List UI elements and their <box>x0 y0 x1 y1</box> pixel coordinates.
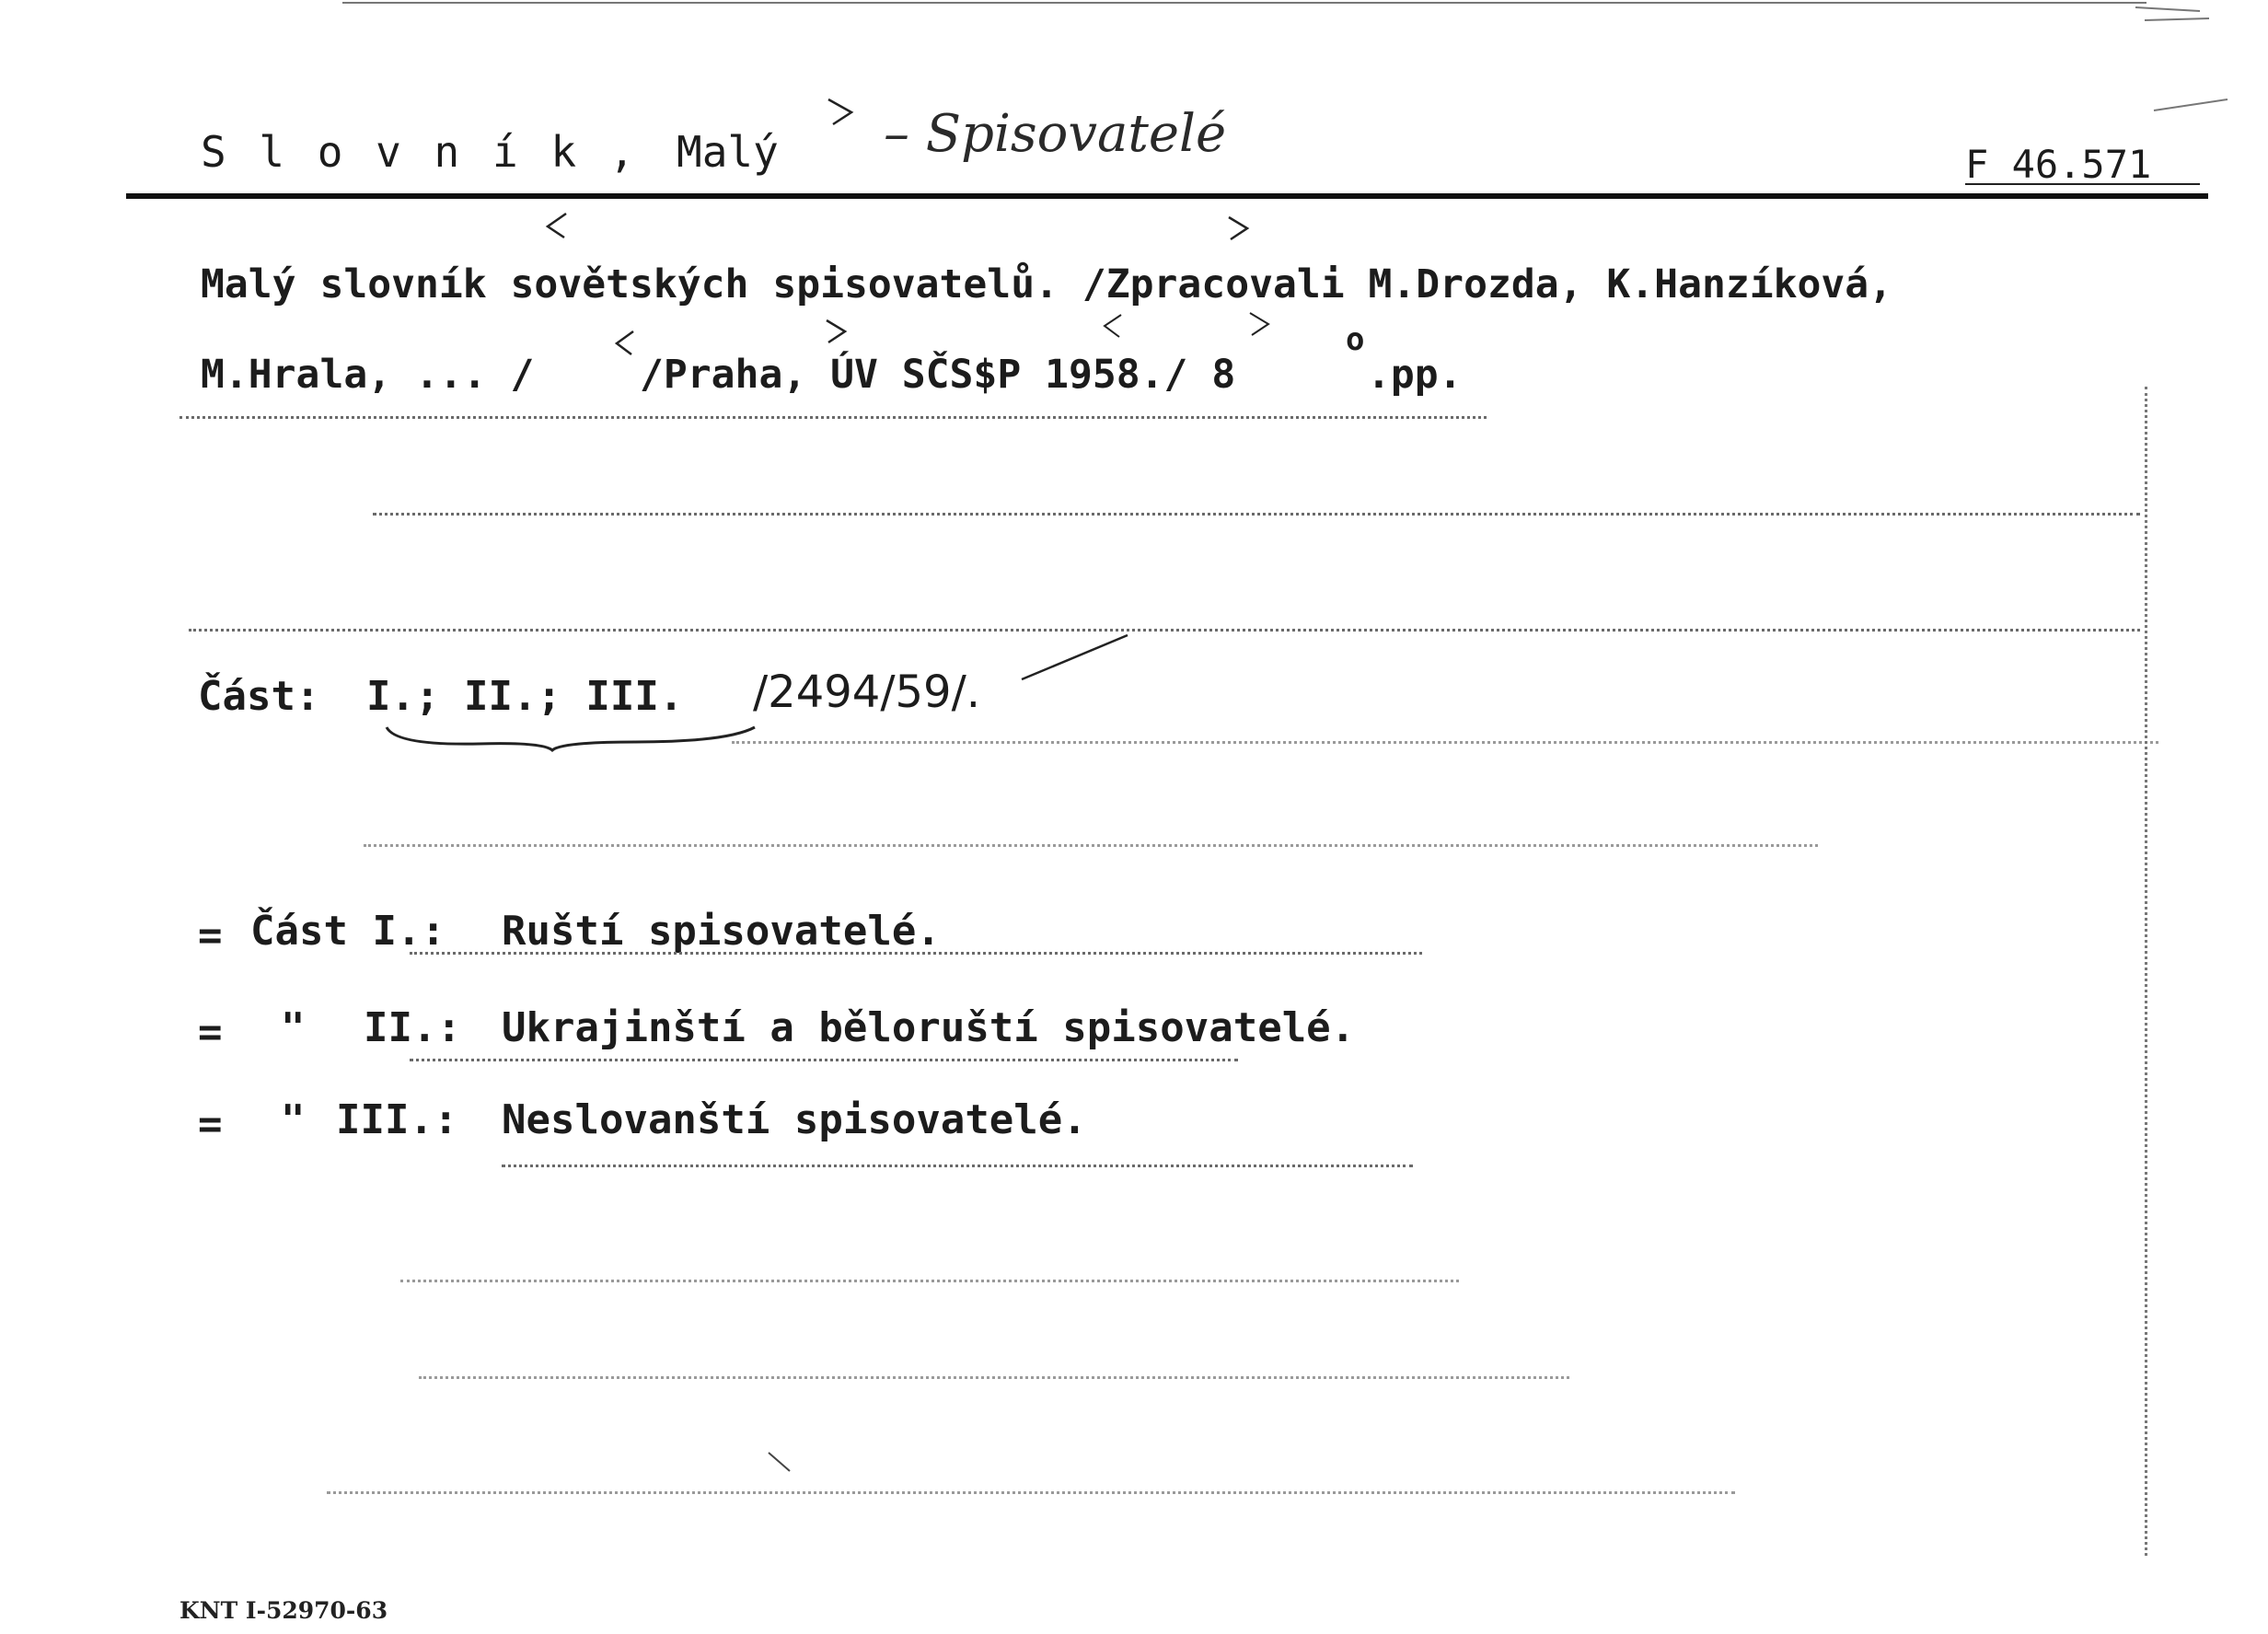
subentry-1-title: Ruští spisovatelé. <box>502 908 941 955</box>
heading-rest: Malý <box>677 127 779 177</box>
pencil-slash <box>1022 635 1128 679</box>
chevron-mark <box>1250 313 1268 335</box>
subentry-3-part: III.: <box>336 1096 458 1143</box>
chevron-mark <box>617 331 633 354</box>
shelfmark: F 46.571 <box>1965 142 2152 187</box>
parts-label: Část: <box>198 673 320 720</box>
chevron-mark <box>828 99 851 124</box>
subentry-3-title: Neslovanští spisovatelé. <box>502 1096 1087 1143</box>
brace-underline <box>387 727 755 750</box>
chevron-mark <box>1229 217 1247 239</box>
entry-degree: o <box>1346 321 1365 358</box>
corner-scribble <box>2135 7 2228 110</box>
entry-line-2b: /Praha, ÚV SČS$P 1958./ 8 <box>640 352 1236 398</box>
parts-list: I.; II.; III. <box>366 673 684 720</box>
pencil-tick <box>769 1453 790 1471</box>
subentry-2-part: II.: <box>364 1004 461 1051</box>
entry-line-2c: .pp. <box>1367 352 1463 398</box>
subentry-1-part: Část I.: <box>250 908 446 955</box>
subentry-2-title: Ukrajinští a běloruští spisovatelé. <box>502 1004 1356 1051</box>
parts-number: /2494/59/. <box>753 666 981 718</box>
chevron-mark <box>827 320 845 342</box>
chevron-mark <box>1105 315 1121 337</box>
entry-line-2a: M.Hrala, ... / <box>201 352 535 398</box>
chevron-mark <box>548 214 566 238</box>
subentry-3-quote: " <box>281 1096 306 1143</box>
print-code: KNT I-52970-63 <box>179 1597 388 1624</box>
subentry-3-mark: = <box>198 1101 223 1148</box>
subentry-1-mark: = <box>198 912 223 959</box>
entry-line-1: Malý slovník sovětských spisovatelů. /Zpracovali M.Drozda, K.Hanzíková, <box>201 261 1893 307</box>
subentry-2-quote: " <box>281 1004 306 1051</box>
heading-spaced: S l o v n í k , <box>201 127 639 177</box>
handwritten-subject: – Spisovatelé <box>884 104 1227 164</box>
subentry-2-mark: = <box>198 1009 223 1056</box>
